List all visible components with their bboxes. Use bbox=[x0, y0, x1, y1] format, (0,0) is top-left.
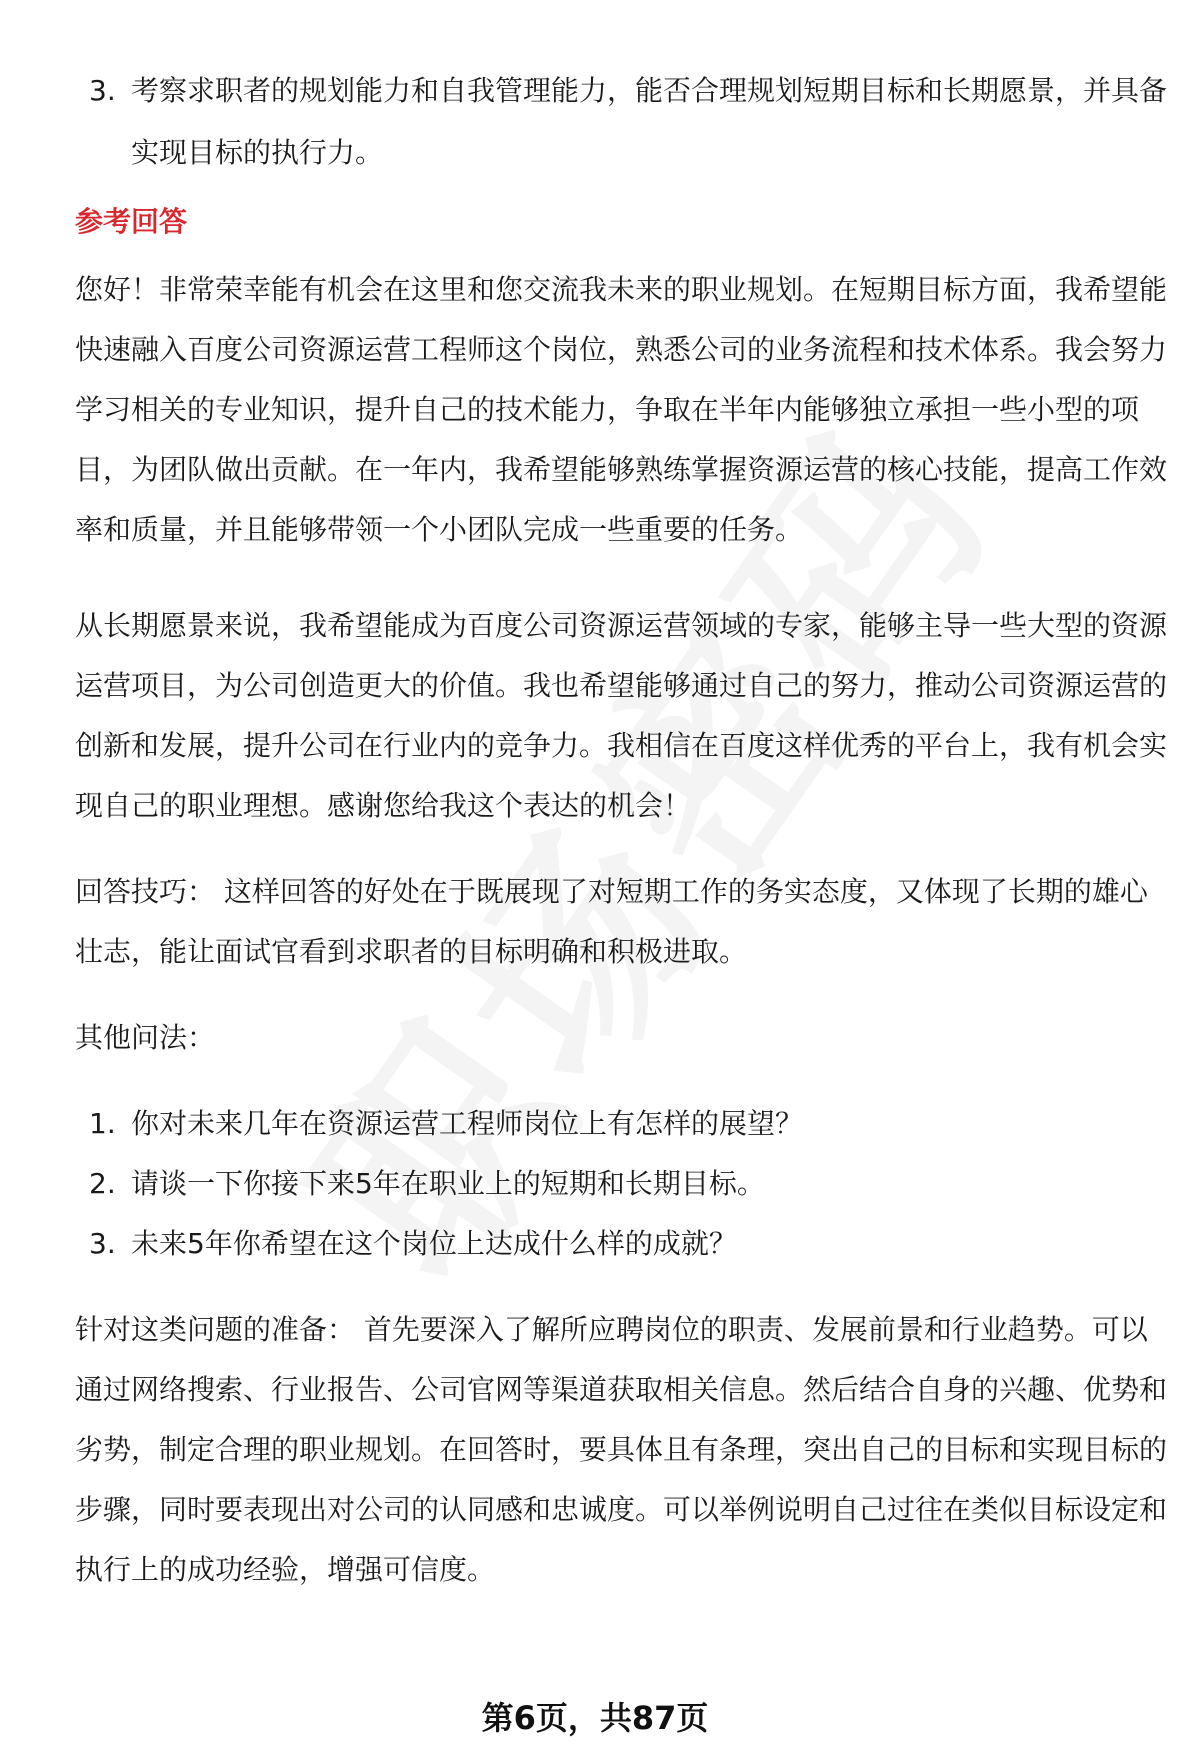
list-item-number: 3. bbox=[89, 74, 116, 107]
preparation-paragraph: 针对这类问题的准备： 首先要深入了解所应聘岗位的职责、发展前景和行业趋势。可以通过网络搜索、行业报告、公司官网等渠道获取相关信息。然后结合自身的兴趣、优势和劣势，制定合理的职业规划。在回答时，要具体且有条理，突出自己的目标和实现目标的步骤，同时要表现出对公司的认同感和忠诚度。可以举例说明自己过往在类似目标设定和执行上的成功经验，增强可信度。 bbox=[75, 1313, 1168, 1586]
list-item-text: 考察求职者的规划能力和自我管理能力，能否合理规划短期目标和长期愿景，并具备实现目标的执行力。 bbox=[131, 74, 1168, 169]
reference-answer-heading: 参考回答 bbox=[75, 205, 188, 238]
purpose-list bbox=[75, 60, 1175, 184]
answer-paragraph-1: 您好！非常荣幸能有机会在这里和您交流我未来的职业规划。在短期目标方面，我希望能快速融入百度公司资源运营工程师这个岗位，熟悉公司的业务流程和技术体系。我会努力学习相关的专业知识，提升自己的技术能力，争取在半年内能够独立承担一些小型的项目，为团队做出贡献。在一年内，我希望能够熟练掌握资源运营的核心技能，提高工作效率和质量，并且能够带领一个小团队完成一些重要的任务。 bbox=[75, 273, 1168, 546]
list-item bbox=[75, 1214, 1175, 1274]
list-item bbox=[75, 1154, 1175, 1214]
answer-paragraph-2: 从长期愿景来说，我希望能成为百度公司资源运营领域的专家，能够主导一些大型的资源运营项目，为公司创造更大的价值。我也希望能够通过自己的努力，推动公司资源运营的创新和发展，提升公司在行业内的竞争力。我相信在百度这样优秀的平台上，我有机会实现自己的职业理想。感谢您给我这个表达的机会！ bbox=[75, 609, 1168, 822]
list-item-text: 未来5年你希望在这个岗位上达成什么样的成就？ bbox=[131, 1227, 737, 1260]
page-number-footer: 第6页，共87页 bbox=[481, 1699, 709, 1737]
other-questions-list bbox=[75, 1094, 1175, 1274]
other-questions-heading: 其他问法： bbox=[75, 1021, 216, 1054]
list-item-number: 3. bbox=[89, 1227, 116, 1260]
list-item-text: 你对未来几年在资源运营工程师岗位上有怎样的展望？ bbox=[131, 1107, 804, 1140]
answer-tips: 回答技巧： 这样回答的好处在于既展现了对短期工作的务实态度，又体现了长期的雄心壮志，能让面试官看到求职者的目标明确和积极进取。 bbox=[75, 875, 1148, 968]
list-item-number: 1. bbox=[89, 1107, 116, 1140]
list-item bbox=[75, 1094, 1175, 1154]
list-item bbox=[75, 60, 1175, 184]
list-item-text: 请谈一下你接下来5年在职业上的短期和长期目标。 bbox=[131, 1167, 765, 1200]
page-content bbox=[75, 60, 1175, 1600]
list-item-number: 2. bbox=[89, 1167, 116, 1200]
